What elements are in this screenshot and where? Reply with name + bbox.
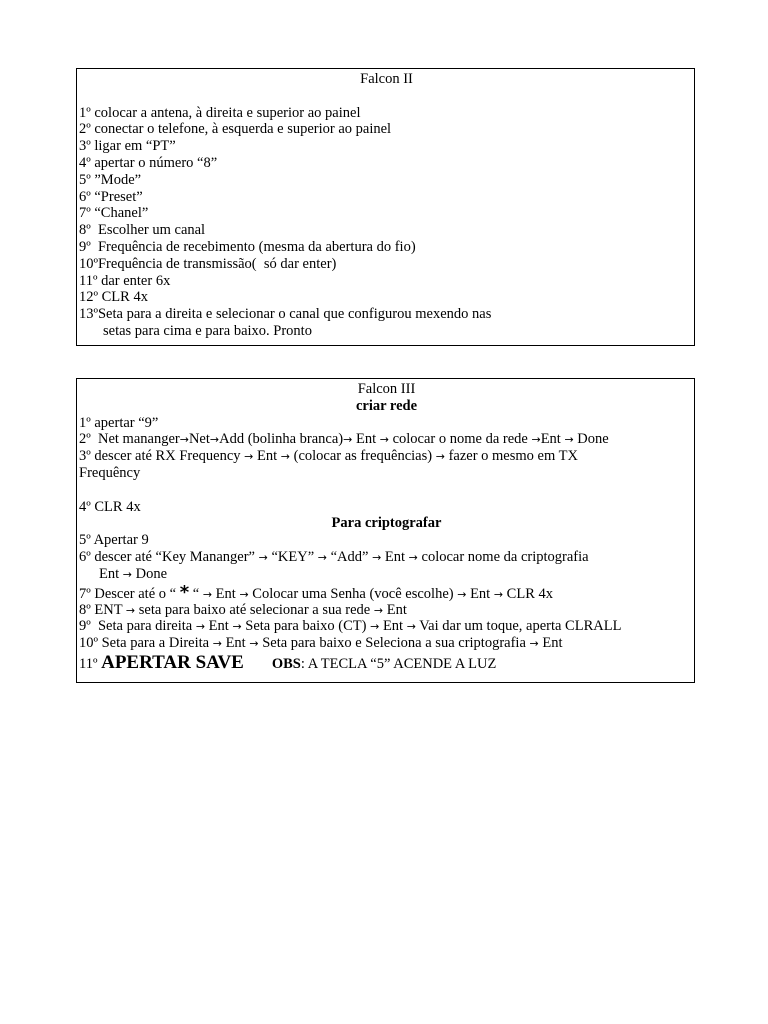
step-text: (colocar as frequências) bbox=[289, 448, 436, 465]
step-text: Ent bbox=[352, 431, 380, 448]
step-text: “KEY” bbox=[267, 548, 318, 565]
falcon-ii-step-3: 3º ligar em “PT” bbox=[79, 138, 176, 155]
step-text: Ent bbox=[379, 618, 407, 635]
asterisk-icon: * bbox=[179, 581, 190, 603]
step-text: colocar o nome da rede bbox=[388, 431, 532, 448]
step-text: seta para baixo até selecionar a sua rede bbox=[135, 601, 374, 618]
step-text: “Add” bbox=[326, 548, 373, 565]
arrow-icon: → bbox=[379, 433, 389, 447]
arrow-icon: → bbox=[493, 587, 504, 601]
arrow-icon: → bbox=[280, 450, 290, 464]
falcon-ii-step-4: 4º apertar o número “8” bbox=[79, 154, 218, 171]
falcon-iii-step-10 bbox=[79, 635, 694, 652]
arrow-icon: → bbox=[343, 433, 353, 447]
falcon-iii-title: Falcon III bbox=[357, 381, 416, 397]
falcon-iii-step-3-cont: Frequêncy bbox=[79, 464, 141, 481]
falcon-ii-box bbox=[76, 68, 695, 346]
obs-text: : A TECLA “5” ACENDE A LUZ bbox=[300, 655, 497, 672]
criar-rede-heading: criar rede bbox=[355, 397, 418, 414]
falcon-iii-step-5: 5º Apertar 9 bbox=[79, 532, 149, 549]
arrow-icon: → bbox=[202, 587, 213, 601]
step-text: CLR 4x bbox=[503, 585, 553, 602]
step-text: 11º bbox=[79, 655, 102, 672]
arrow-icon: → bbox=[372, 550, 382, 564]
arrow-icon: → bbox=[122, 567, 132, 581]
spacer bbox=[79, 88, 694, 105]
step-text: Ent bbox=[205, 618, 233, 635]
falcon-ii-step-1: 1º colocar a antena, à direita e superior ao painel bbox=[79, 104, 361, 121]
step-text: Done bbox=[573, 431, 609, 448]
arrow-icon: → bbox=[373, 603, 384, 617]
step-text: 8º ENT bbox=[79, 601, 126, 618]
arrow-icon: → bbox=[435, 450, 445, 464]
falcon-iii-step-7 bbox=[79, 583, 694, 602]
falcon-ii-step-5: 5º ”Mode” bbox=[79, 171, 142, 188]
step-text: Seta para baixo e Seleciona a sua criptografia bbox=[258, 635, 530, 652]
arrow-icon: → bbox=[209, 433, 220, 447]
falcon-ii-step-7: 7º “Chanel” bbox=[79, 205, 149, 222]
arrow-icon: → bbox=[529, 637, 539, 651]
falcon-ii-step-10: 10ºFrequência de transmissão( só dar enter) bbox=[79, 255, 337, 272]
step-text: fazer o mesmo em TX bbox=[444, 448, 578, 465]
para-criptografar-heading: Para criptografar bbox=[331, 515, 442, 532]
falcon-iii-step-4: 4º CLR 4x bbox=[79, 498, 141, 515]
step-text: Ent bbox=[99, 565, 123, 582]
falcon-iii-step-8 bbox=[79, 602, 694, 619]
arrow-icon: → bbox=[317, 550, 327, 564]
step-text: Ent bbox=[540, 431, 565, 448]
step-text: Ent bbox=[253, 448, 281, 465]
falcon-iii-step-6-cont bbox=[79, 566, 694, 583]
falcon-ii-step-11: 11º dar enter 6x bbox=[79, 272, 171, 289]
falcon-ii-step-12: 12º CLR 4x bbox=[79, 289, 148, 306]
step-text: Ent bbox=[383, 601, 407, 618]
falcon-iii-step-9 bbox=[79, 618, 694, 635]
obs-label: OBS bbox=[271, 655, 301, 672]
falcon-iii-step-3 bbox=[79, 448, 694, 465]
step-text: Vai dar um toque, aperta CLRALL bbox=[415, 618, 622, 635]
step-text: 7º Descer até o “ bbox=[79, 585, 180, 602]
falcon-ii-step-8: 8º Escolher um canal bbox=[79, 222, 206, 239]
step-text: colocar nome da criptografia bbox=[417, 548, 589, 565]
falcon-ii-step-13: 13ºSeta para a direita e selecionar o canal que configurou mexendo nas bbox=[79, 306, 492, 323]
step-text: Colocar uma Senha (você escolhe) bbox=[248, 585, 458, 602]
step-text: “ bbox=[189, 585, 203, 602]
step-text: Add (bolinha branca) bbox=[219, 431, 344, 448]
arrow-icon: → bbox=[370, 620, 380, 634]
falcon-ii-step-2: 2º conectar o telefone, à esquerda e superior ao painel bbox=[79, 121, 392, 138]
falcon-ii-title: Falcon II bbox=[360, 71, 413, 87]
spacer bbox=[79, 482, 694, 499]
step-text: 6º descer até “Key Mananger” bbox=[79, 548, 259, 565]
step-text: Seta para baixo (CT) bbox=[241, 618, 371, 635]
arrow-icon: → bbox=[258, 550, 268, 564]
apertar-save-text: APERTAR SAVE bbox=[101, 651, 244, 673]
step-text: 3º descer até RX Frequency bbox=[79, 448, 245, 465]
falcon-iii-box bbox=[76, 378, 695, 683]
step-text: 10º Seta para a Direita bbox=[79, 635, 213, 652]
falcon-iii-step-6 bbox=[79, 549, 694, 566]
step-text: 2º Net mananger bbox=[79, 431, 180, 448]
step-text: Ent bbox=[538, 635, 563, 652]
arrow-icon: → bbox=[125, 603, 136, 617]
step-text: Net bbox=[188, 431, 210, 448]
arrow-icon: → bbox=[406, 620, 416, 634]
arrow-icon: → bbox=[249, 637, 259, 651]
arrow-icon: → bbox=[244, 450, 254, 464]
falcon-ii-step-13-cont: setas para cima e para baixo. Pronto bbox=[103, 322, 312, 339]
step-text: Ent bbox=[466, 585, 494, 602]
step-text: Ent bbox=[212, 585, 240, 602]
arrow-icon: → bbox=[239, 587, 249, 601]
falcon-iii-step-2 bbox=[79, 431, 694, 448]
step-text: Ent bbox=[221, 635, 250, 652]
arrow-icon: → bbox=[179, 433, 189, 447]
step-text: Done bbox=[131, 565, 168, 582]
arrow-icon: → bbox=[232, 620, 242, 634]
arrow-icon: → bbox=[531, 433, 541, 447]
arrow-icon: → bbox=[408, 550, 418, 564]
arrow-icon: → bbox=[457, 587, 467, 601]
step-text: 9º Seta para direita bbox=[79, 618, 196, 635]
arrow-icon: → bbox=[212, 637, 222, 651]
falcon-iii-step-11 bbox=[79, 652, 694, 673]
arrow-icon: → bbox=[564, 433, 574, 447]
step-text: Ent bbox=[381, 548, 409, 565]
falcon-ii-step-9: 9º Frequência de recebimento (mesma da abertura do fio) bbox=[79, 238, 416, 255]
falcon-ii-step-6: 6º “Preset” bbox=[79, 188, 143, 205]
falcon-iii-step-1: 1º apertar “9” bbox=[79, 414, 159, 431]
arrow-icon: → bbox=[195, 620, 206, 634]
